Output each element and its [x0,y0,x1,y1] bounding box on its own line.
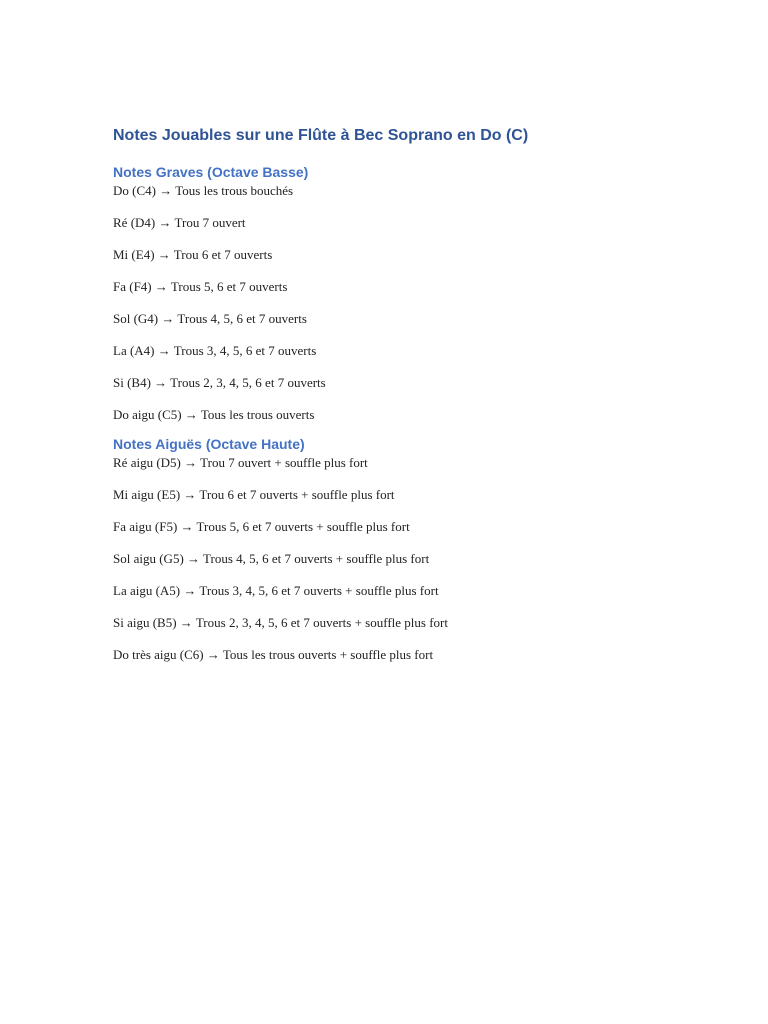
note-line: Si (B4) → Trous 2, 3, 4, 5, 6 et 7 ouverts [113,375,326,390]
note-line: Ré (D4) → Trou 7 ouvert [113,215,246,230]
note-line: Mi aigu (E5) → Trou 6 et 7 ouverts + souffle plus fort [113,487,395,502]
note-line: Do aigu (C5) → Tous les trous ouverts [113,407,315,422]
note-line: Sol (G4) → Trous 4, 5, 6 et 7 ouverts [113,311,307,326]
note-line: Ré aigu (D5) → Trou 7 ouvert + souffle plus fort [113,455,368,470]
section-heading-high-octave: Notes Aiguës (Octave Haute) [113,436,305,452]
note-line: La (A4) → Trous 3, 4, 5, 6 et 7 ouverts [113,343,317,358]
document-body [113,124,713,665]
high-octave-notes-list [113,455,713,665]
note-line: Fa aigu (F5) → Trous 5, 6 et 7 ouverts + souffle plus fort [113,519,410,534]
note-line: La aigu (A5) → Trous 3, 4, 5, 6 et 7 ouverts + souffle plus fort [113,583,439,598]
low-octave-notes-list [113,183,713,425]
note-line: Mi (E4) → Trou 6 et 7 ouverts [113,247,273,262]
note-line: Si aigu (B5) → Trous 2, 3, 4, 5, 6 et 7 ouverts + souffle plus fort [113,615,448,630]
section-heading-low-octave: Notes Graves (Octave Basse) [113,164,309,180]
document-title: Notes Jouables sur une Flûte à Bec Soprano en Do (C) [113,127,529,144]
note-line: Do très aigu (C6) → Tous les trous ouverts + souffle plus fort [113,647,434,662]
note-line: Do (C4) → Tous les trous bouchés [113,183,294,198]
note-line: Sol aigu (G5) → Trous 4, 5, 6 et 7 ouverts + souffle plus fort [113,551,430,566]
note-line: Fa (F4) → Trous 5, 6 et 7 ouverts [113,279,288,294]
